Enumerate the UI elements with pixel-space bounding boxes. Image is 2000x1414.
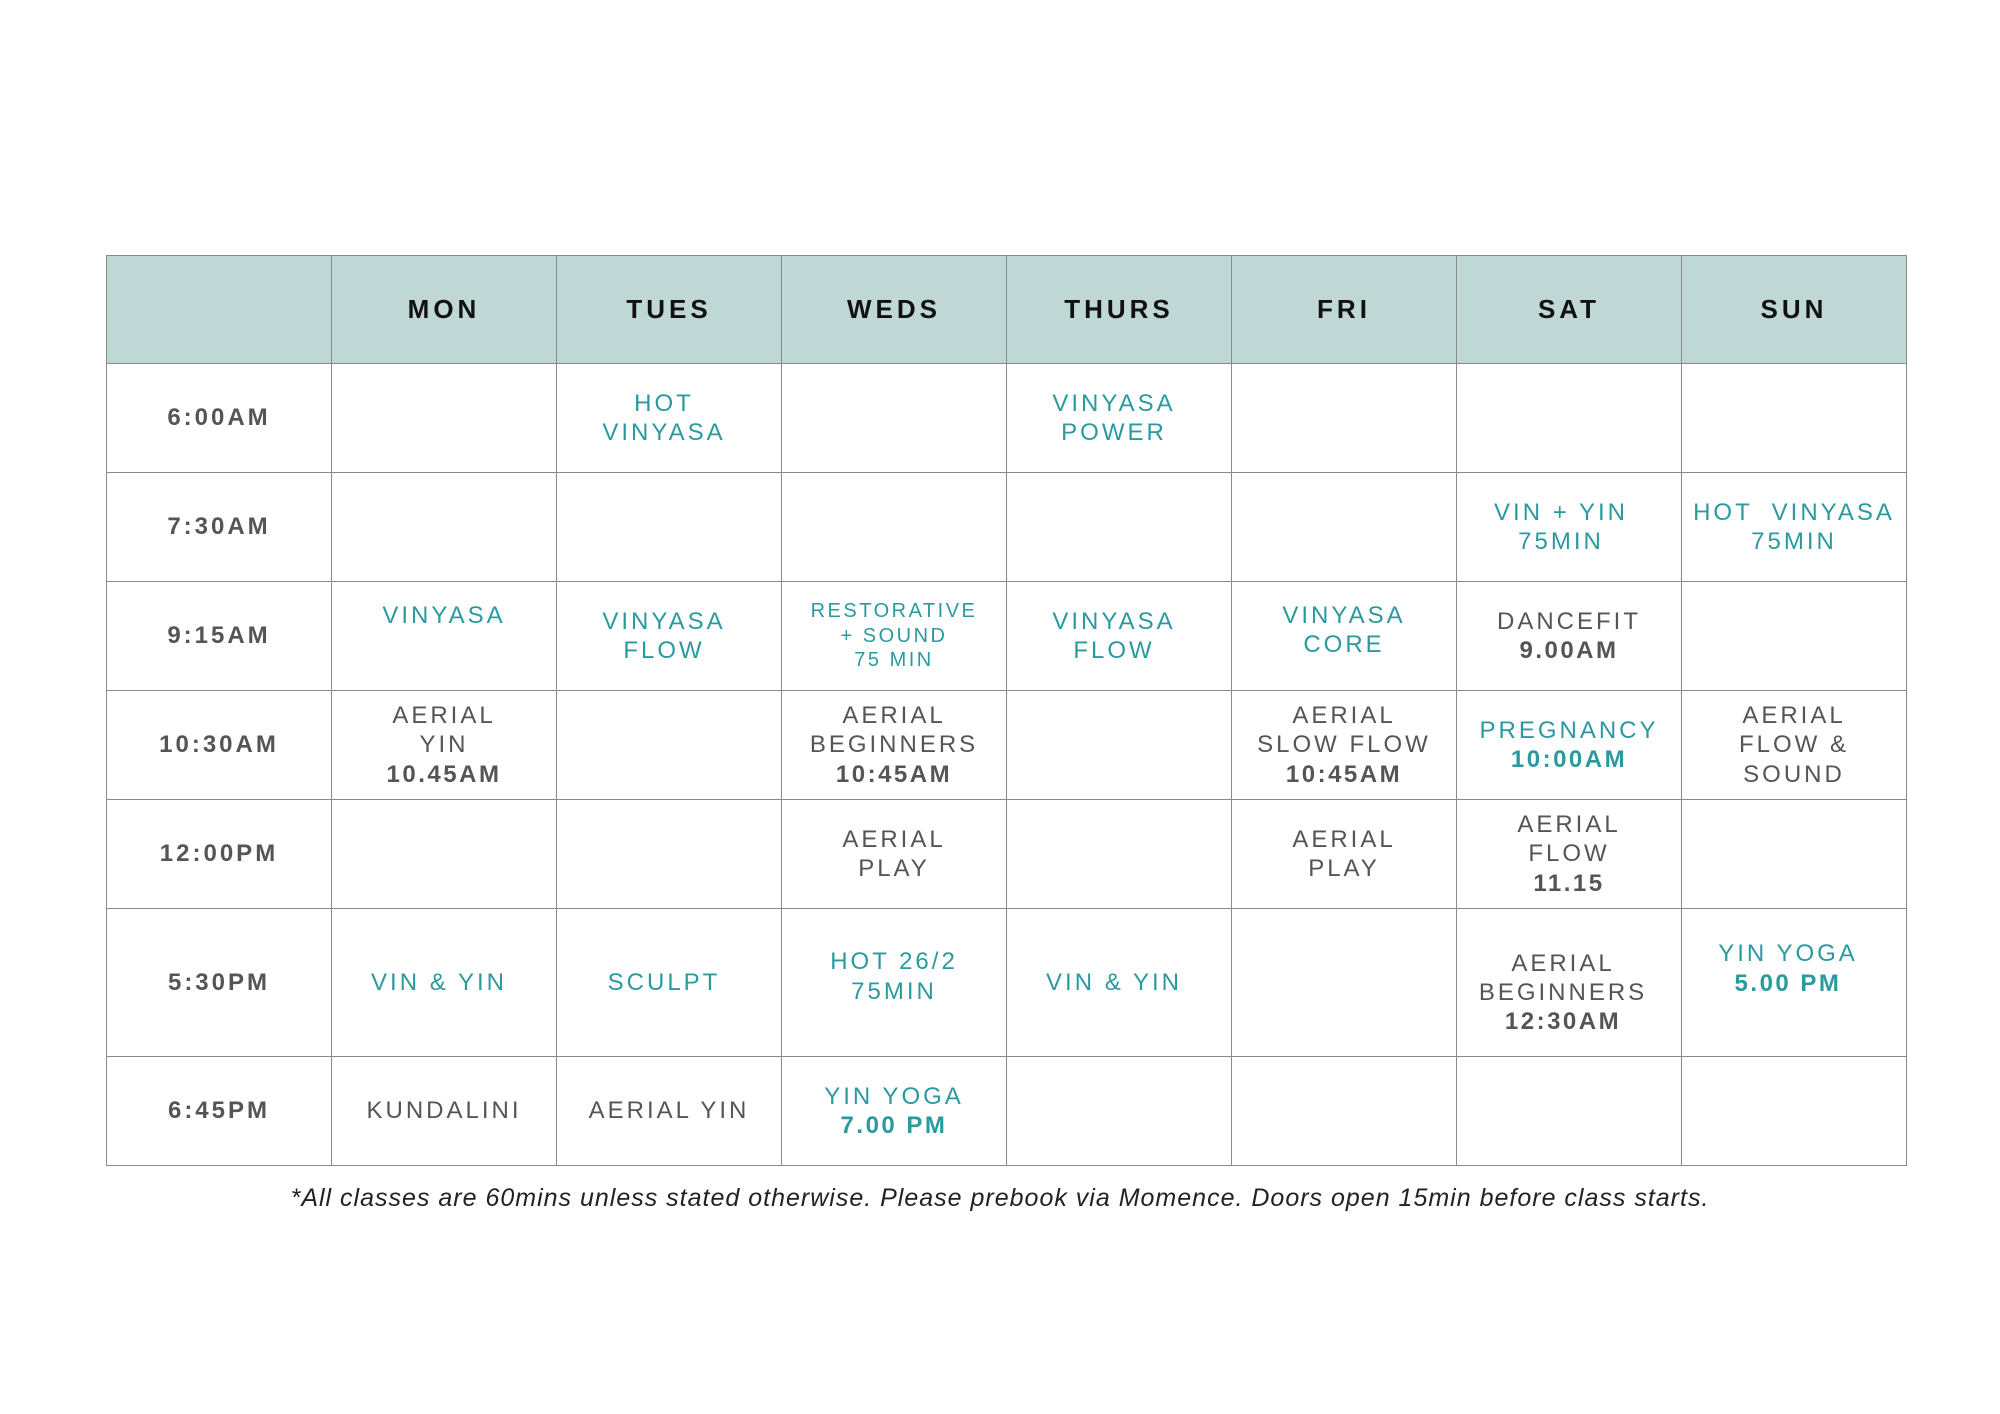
day-header-sat: SAT [1457, 256, 1682, 364]
day-header-weds: WEDS [782, 256, 1007, 364]
class-schedule-table [106, 255, 1907, 1166]
class-start-time: 10.45AM [386, 760, 502, 788]
class-cell-fri-915am [1232, 582, 1457, 691]
class-name-line: FLOW [1073, 637, 1155, 664]
class-cell-mon-645pm [332, 1057, 557, 1166]
class-name-line: + SOUND [840, 624, 948, 647]
time-row-1200pm [107, 800, 1907, 909]
class-cell-tues-530pm [557, 909, 782, 1057]
class-name-line: VINYASA [1282, 601, 1406, 629]
class-name-line: FLOW & [1738, 731, 1849, 759]
class-name-line: CORE [1303, 631, 1385, 658]
class-start-time: 10:45AM [1285, 760, 1403, 788]
class-cell-mon-1030am [332, 691, 557, 800]
class-duration: 75 MIN [854, 649, 934, 672]
class-cell-thurs-915am [1007, 582, 1232, 691]
class-cell-thurs-530pm [1007, 909, 1232, 1057]
class-cell-sun-645pm [1682, 1057, 1907, 1166]
class-duration: 75MIN [1518, 528, 1604, 555]
class-cell-sat-1200pm [1457, 800, 1682, 909]
class-name-line: AERIAL [1511, 949, 1615, 977]
class-name-line: PLAY [1308, 855, 1380, 882]
class-name-line: YIN YOGA [824, 1082, 964, 1110]
class-cell-sun-730am [1682, 473, 1907, 582]
class-cell-fri-1030am [1232, 691, 1457, 800]
class-cell-tues-645pm [557, 1057, 782, 1166]
class-name-line: RESTORATIVE [810, 600, 978, 623]
class-cell-fri-530pm [1232, 909, 1457, 1057]
class-cell-sat-1030am [1457, 691, 1682, 800]
time-row-915am [107, 582, 1907, 691]
class-name-line: AERIAL [392, 702, 496, 730]
class-name-line: VINYASA [382, 602, 506, 630]
class-name-line: VINYASA [602, 607, 726, 635]
corner-cell [107, 256, 332, 364]
class-cell-mon-1200pm [332, 800, 557, 909]
time-row-730am [107, 473, 1907, 582]
day-header-mon: MON [332, 256, 557, 364]
class-name-line: SOUND [1743, 760, 1845, 788]
class-name-line: AERIAL [842, 825, 946, 853]
time-label: 6:00AM [107, 364, 332, 473]
class-name-line: YIN YOGA [1718, 940, 1858, 968]
class-cell-weds-730am [782, 473, 1007, 582]
class-cell-weds-530pm [782, 909, 1007, 1057]
class-cell-mon-600am [332, 364, 557, 473]
day-header-tues: TUES [557, 256, 782, 364]
class-name-line: HOT VINYASA [1693, 498, 1895, 526]
class-name-line: SCULPT [607, 968, 721, 996]
class-cell-thurs-1200pm [1007, 800, 1232, 909]
class-cell-tues-600am [557, 364, 782, 473]
day-header-fri: FRI [1232, 256, 1457, 364]
class-name-line: AERIAL [1292, 825, 1396, 853]
class-name-line: BEGINNERS [809, 731, 979, 759]
class-cell-mon-915am [332, 582, 557, 691]
time-row-1030am [107, 691, 1907, 800]
class-cell-sun-1030am [1682, 691, 1907, 800]
class-name-line: KUNDALINI [366, 1097, 522, 1125]
class-cell-fri-730am [1232, 473, 1457, 582]
class-name-line: VIN + YIN [1494, 498, 1628, 526]
time-label: 7:30AM [107, 473, 332, 582]
class-start-time: 10:00AM [1510, 746, 1628, 773]
class-name-line: AERIAL [842, 702, 946, 730]
class-cell-sun-600am [1682, 364, 1907, 473]
class-name-line: HOT [634, 389, 694, 417]
class-cell-mon-530pm [332, 909, 557, 1057]
class-name-line: POWER [1061, 419, 1167, 446]
class-name-line: AERIAL [1292, 702, 1396, 730]
class-cell-thurs-645pm [1007, 1057, 1232, 1166]
class-name-line: PREGNANCY [1479, 716, 1659, 744]
class-duration: 75MIN [1751, 528, 1837, 555]
class-cell-weds-1200pm [782, 800, 1007, 909]
class-cell-fri-1200pm [1232, 800, 1457, 909]
class-name-line: AERIAL YIN [588, 1097, 750, 1125]
class-name-line: VINYASA [1052, 607, 1176, 635]
class-cell-sat-730am [1457, 473, 1682, 582]
class-cell-weds-915am [782, 582, 1007, 691]
class-name-line: AERIAL [1517, 811, 1621, 839]
class-name-line: DANCEFIT [1497, 607, 1641, 635]
class-cell-sat-915am [1457, 582, 1682, 691]
footnote: *All classes are 60mins unless stated otherwise. Please prebook via Momence. Doors open 15min before class starts. [290, 1184, 1710, 1212]
class-cell-sat-645pm [1457, 1057, 1682, 1166]
class-cell-thurs-600am [1007, 364, 1232, 473]
class-cell-fri-600am [1232, 364, 1457, 473]
class-name-line: HOT 26/2 [830, 948, 958, 976]
class-duration: 75MIN [851, 977, 937, 1005]
class-cell-fri-645pm [1232, 1057, 1457, 1166]
class-cell-sun-915am [1682, 582, 1907, 691]
day-header-thurs: THURS [1007, 256, 1232, 364]
time-label: 5:30PM [107, 909, 332, 1057]
time-label: 10:30AM [107, 691, 332, 800]
class-name-line: FLOW [623, 637, 705, 664]
class-cell-sat-600am [1457, 364, 1682, 473]
time-label: 9:15AM [107, 582, 332, 691]
class-cell-sun-1200pm [1682, 800, 1907, 909]
class-start-time: 5.00 PM [1734, 969, 1842, 997]
time-label: 6:45PM [107, 1057, 332, 1166]
class-start-time: 9.00AM [1519, 637, 1619, 664]
class-name-line: YIN [419, 731, 469, 759]
class-start-time: 7.00 PM [840, 1112, 948, 1139]
class-name-line: VIN & YIN [371, 968, 507, 996]
day-header-sun: SUN [1682, 256, 1907, 364]
class-name-line: AERIAL [1742, 702, 1846, 730]
class-cell-sun-530pm [1682, 909, 1907, 1057]
class-start-time: 12:30AM [1504, 1008, 1622, 1036]
class-cell-weds-1030am [782, 691, 1007, 800]
class-cell-tues-1030am [557, 691, 782, 800]
class-cell-weds-600am [782, 364, 1007, 473]
class-start-time: 10:45AM [835, 760, 953, 788]
time-row-600am [107, 364, 1907, 473]
class-cell-sat-530pm [1457, 909, 1682, 1057]
class-name-line: VINYASA [1052, 389, 1176, 417]
class-cell-weds-645pm [782, 1057, 1007, 1166]
class-cell-tues-915am [557, 582, 782, 691]
class-cell-thurs-730am [1007, 473, 1232, 582]
class-name-line: PLAY [858, 855, 930, 882]
class-cell-tues-1200pm [557, 800, 782, 909]
class-cell-thurs-1030am [1007, 691, 1232, 800]
class-cell-tues-730am [557, 473, 782, 582]
class-name-line: FLOW [1528, 840, 1610, 868]
class-name-line: SLOW FLOW [1257, 731, 1431, 759]
class-name-line: VINYASA [602, 419, 726, 446]
time-row-530pm [107, 909, 1907, 1057]
class-name-line: BEGINNERS [1478, 978, 1648, 1006]
header-row [107, 256, 1907, 364]
class-cell-mon-730am [332, 473, 557, 582]
time-label: 12:00PM [107, 800, 332, 909]
class-start-time: 11.15 [1533, 869, 1605, 897]
time-row-645pm [107, 1057, 1907, 1166]
class-name-line: VIN & YIN [1046, 968, 1182, 996]
